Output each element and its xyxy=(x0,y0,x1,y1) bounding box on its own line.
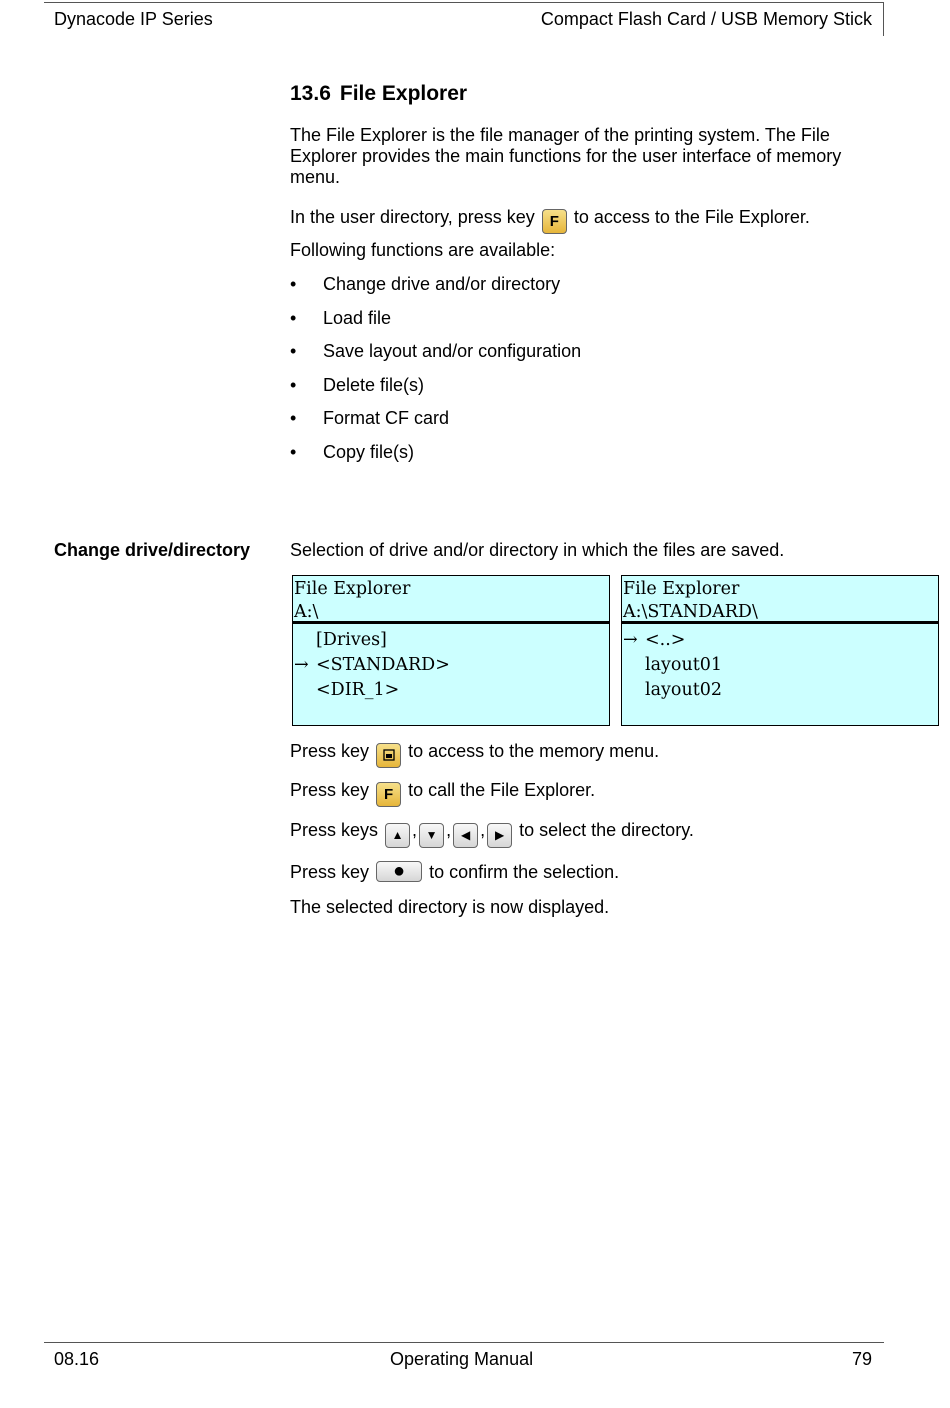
lcd-row: [Drives] xyxy=(316,630,387,650)
lcd-list xyxy=(622,624,938,703)
functions-intro: Following functions are available: xyxy=(290,240,556,260)
enter-key-icon: ● xyxy=(376,861,422,882)
section-number: 13.6 xyxy=(290,82,331,105)
list-item: • Format CF card xyxy=(290,408,450,429)
lcd-row: layout01 xyxy=(645,655,723,675)
f-key-icon: F xyxy=(376,782,401,807)
bullet-icon: • xyxy=(290,307,297,328)
change-dir-description: Selection of drive and/or directory in which the files are saved. xyxy=(290,540,785,560)
lcd-screen-root xyxy=(292,575,610,726)
lcd-header xyxy=(622,576,938,624)
functions-list xyxy=(290,274,581,476)
header-rule xyxy=(44,2,884,3)
footer-date: 08.16 xyxy=(54,1349,100,1369)
page-number: 79 xyxy=(851,1349,872,1369)
footer-rule xyxy=(44,1342,884,1343)
step-confirm: Press key ● to confirm the selection. xyxy=(290,860,620,882)
lcd-title: File Explorer xyxy=(623,579,740,599)
selection-arrow-icon: → xyxy=(623,630,638,650)
lcd-title: File Explorer xyxy=(294,579,411,599)
footer-manual: Operating Manual xyxy=(390,1349,534,1369)
step-call-explorer: Press key F to call the File Explorer. xyxy=(290,780,595,807)
lcd-path: A:\ xyxy=(294,602,319,622)
bullet-icon: • xyxy=(290,441,297,462)
section-title: File Explorer xyxy=(339,82,468,105)
lcd-path: A:\STANDARD\ xyxy=(623,602,758,622)
bullet-icon: • xyxy=(290,341,297,362)
arrow-down-key-icon: ▼ xyxy=(419,823,444,848)
header-chapter: Compact Flash Card / USB Memory Stick xyxy=(540,9,872,29)
lcd-row: → <..> xyxy=(623,628,938,653)
intro-paragraph: The File Explorer is the file manager of the printing system. The File Explorer provides the main functions for the user interface of memory menu. xyxy=(290,125,842,187)
header-corner-rule xyxy=(883,2,884,36)
arrow-left-key-icon: ◀ xyxy=(453,823,478,848)
list-item: • Save layout and/or configuration xyxy=(290,341,582,362)
section-heading xyxy=(290,82,467,106)
lcd-row: layout02 xyxy=(645,680,723,700)
memory-card-icon xyxy=(376,743,401,768)
side-label: Change drive/directory xyxy=(54,540,251,560)
list-item: • Copy file(s) xyxy=(290,441,415,462)
list-item: • Delete file(s) xyxy=(290,374,425,395)
lcd-list xyxy=(293,624,609,703)
header-product: Dynacode IP Series xyxy=(54,9,213,29)
bullet-icon: • xyxy=(290,408,297,429)
lcd-row: → <STANDARD> xyxy=(294,653,609,678)
step-memory-menu: Press key to access to the memory menu. xyxy=(290,741,659,768)
lcd-row: <DIR_1> xyxy=(316,680,400,700)
bullet-icon: • xyxy=(290,274,297,294)
arrow-up-key-icon: ▲ xyxy=(385,823,410,848)
list-item: • Load file xyxy=(290,307,392,328)
selection-arrow-icon: → xyxy=(294,655,309,675)
lcd-screen-standard xyxy=(621,575,939,726)
list-item: • Change drive and/or directory xyxy=(290,274,561,294)
arrow-right-key-icon: ▶ xyxy=(487,823,512,848)
press-f-instruction: In the user directory, press key F to access to the File Explorer. xyxy=(290,207,810,234)
lcd-header xyxy=(293,576,609,624)
step-result: The selected directory is now displayed. xyxy=(290,897,610,917)
step-select-directory: Press keys ▲ , ▼ , ◀ , ▶ to select the directory. xyxy=(290,820,694,848)
f-key-icon: F xyxy=(542,209,567,234)
bullet-icon: • xyxy=(290,374,297,395)
